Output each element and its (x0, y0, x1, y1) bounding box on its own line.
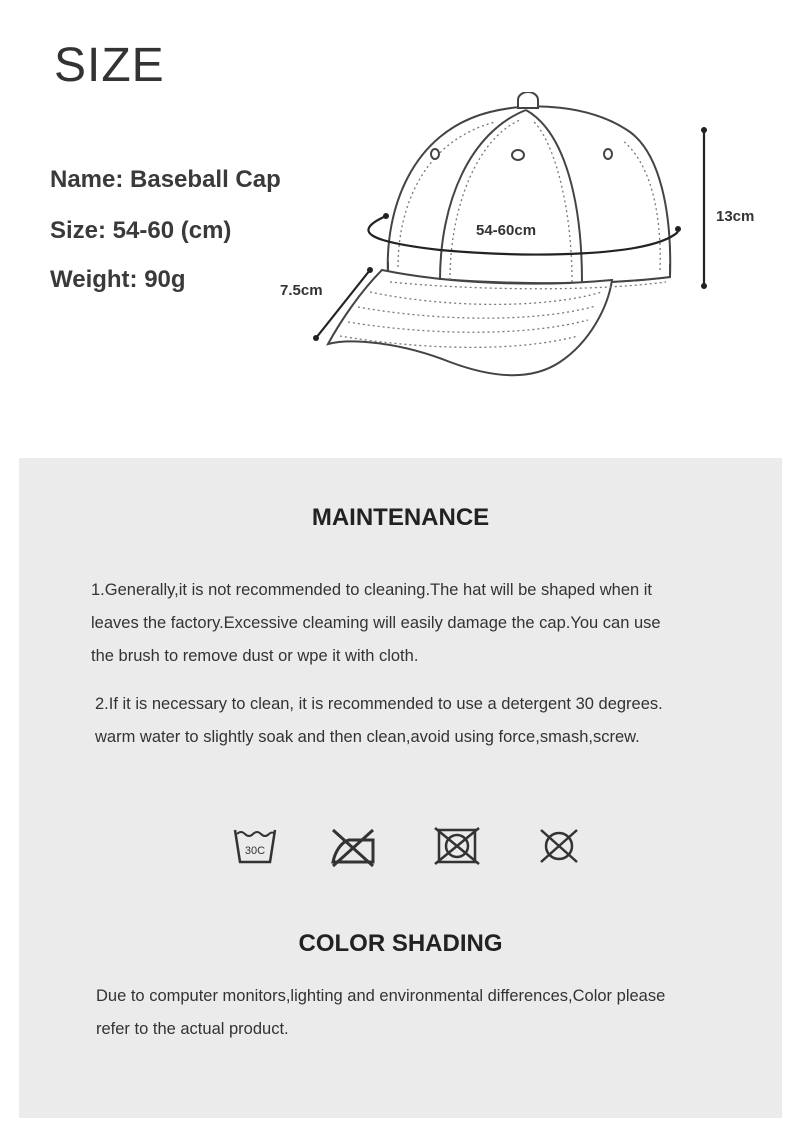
paragraph-line: Due to computer monitors,lighting and environmental differences,Color please (96, 987, 666, 1005)
maintenance-heading: MAINTENANCE (311, 504, 490, 531)
do-not-tumble-dry-icon (433, 824, 481, 868)
paragraph-line: refer to the actual product. (96, 1020, 289, 1038)
spec-name: Name: Baseball Cap (50, 166, 281, 193)
paragraph-line: warm water to slightly soak and then clean,avoid using force,smash,screw. (95, 728, 640, 746)
color-shading-paragraph (96, 980, 665, 1046)
spec-weight: Weight: 90g (50, 266, 186, 293)
height-label: 13cm (716, 208, 755, 225)
paragraph-line: 2.If it is necessary to clean, it is recommended to use a detergent 30 degrees. (95, 695, 663, 713)
paragraph-line: leaves the factory.Excessive cleaming will easily damage the cap.You can use (91, 614, 661, 632)
do-not-iron-icon (329, 824, 377, 868)
size-title: SIZE (54, 39, 165, 92)
circumference-label: 54-60cm (476, 222, 537, 239)
maintenance-paragraph-1 (91, 574, 661, 673)
baseball-cap-illustration (290, 92, 770, 392)
care-icons (19, 824, 782, 868)
brim-length-label: 7.5cm (280, 282, 323, 299)
color-shading-heading: COLOR SHADING (298, 930, 503, 957)
paragraph-line: 1.Generally,it is not recommended to cleaning.The hat will be shaped when it (91, 581, 653, 599)
do-not-dry-clean-icon (535, 824, 583, 868)
care-panel (19, 458, 782, 1118)
wash-30-icon (231, 824, 279, 868)
paragraph-line: the brush to remove dust or wpe it with cloth. (91, 647, 419, 665)
maintenance-paragraph-2 (95, 688, 663, 754)
spec-size: Size: 54-60 (cm) (50, 217, 232, 244)
wash-temperature-label: 30C (244, 845, 266, 857)
